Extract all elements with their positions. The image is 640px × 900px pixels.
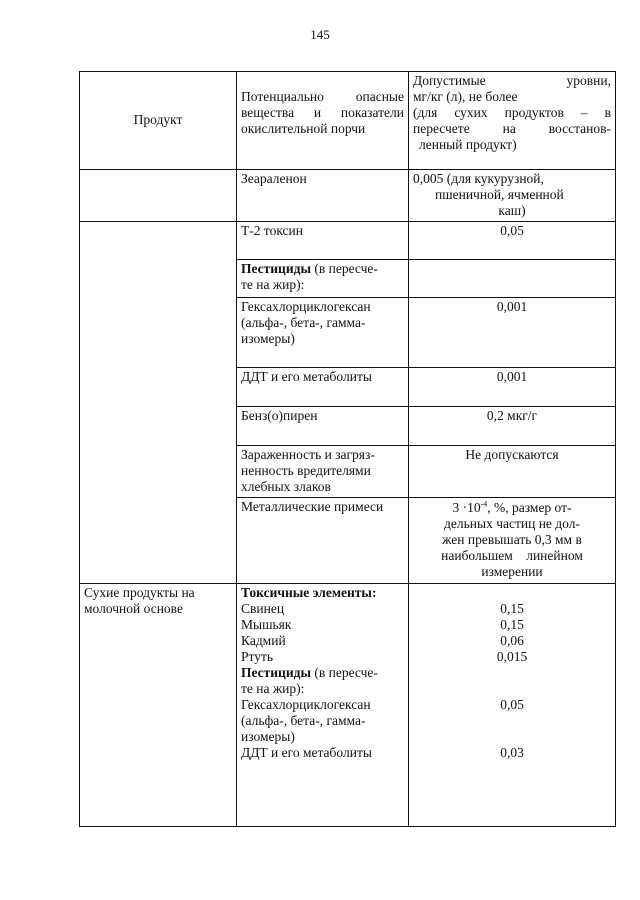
value-line: дельных частиц не дол-	[444, 516, 580, 531]
substance-cell	[237, 407, 409, 446]
value-line: Не допускаются	[465, 447, 559, 462]
product-line: молочной основе	[84, 601, 183, 616]
substance-line: Зеараленон	[241, 171, 307, 186]
substance-line: Ртуть	[241, 649, 274, 664]
substance-line: ДДТ и его метаболиты	[241, 745, 372, 760]
substance-line: те на жир):	[241, 277, 305, 292]
value-line: 0,015	[496, 649, 528, 664]
substance-line: Мышьяк	[241, 617, 292, 632]
value-line: , %, размер от-	[487, 500, 572, 515]
header-hazard-line: окислительной порчи	[241, 121, 366, 136]
product-cell	[80, 170, 237, 222]
value-line: каш)	[498, 203, 526, 218]
value-cell	[409, 298, 616, 368]
substance-line: изомеры)	[241, 331, 295, 346]
toxic-elements-heading: Токсичные элементы:	[241, 585, 377, 600]
value-line: 0,001	[496, 299, 528, 314]
value-line: 0,15	[500, 617, 524, 632]
value-cell	[409, 260, 616, 298]
value-line: 0,005 (для кукурузной,	[413, 171, 544, 186]
value-line: 3 ·10	[452, 500, 481, 515]
substance-cell	[237, 446, 409, 498]
value-cell	[409, 170, 616, 222]
substance-line: (альфа-, бета-, гамма-	[241, 713, 366, 728]
substance-line: Т-2 токсин	[241, 223, 304, 238]
value-line: 0,05	[500, 223, 524, 238]
substance-cell	[237, 498, 409, 584]
substance-line: изомеры)	[241, 729, 295, 744]
product-cell	[80, 584, 237, 827]
header-levels-line: пересчете на восстанов-	[413, 121, 611, 136]
pesticides-heading: Пестициды	[241, 261, 311, 276]
substance-cell	[237, 260, 409, 298]
header-hazard	[237, 72, 409, 170]
value-cell	[409, 222, 616, 260]
substance-cell	[237, 170, 409, 222]
value-line: жен превышать 0,3 мм в	[442, 532, 582, 547]
table-row	[80, 222, 616, 260]
substance-line: Кадмий	[241, 633, 286, 648]
value-line: наибольшем линейном	[441, 548, 583, 563]
substance-line: (в пересче-	[311, 261, 378, 276]
header-hazard-line: вещества и показатели	[241, 105, 404, 120]
substance-cell	[237, 222, 409, 260]
substance-line: ДДТ и его метаболиты	[241, 369, 372, 384]
pesticides-heading: Пестициды	[241, 665, 311, 680]
value-line: измерении	[481, 564, 543, 579]
value-cell	[409, 446, 616, 498]
value-line: 0,001	[496, 369, 528, 384]
substance-line: Металлические примеси	[241, 499, 384, 514]
value-line: 0,2 мкг/г	[486, 408, 538, 423]
substance-line: Бенз(о)пирен	[241, 408, 318, 423]
header-hazard-line: Потенциально опасные	[241, 89, 404, 104]
value-cell	[409, 498, 616, 584]
substance-line: хлебных злаков	[241, 479, 331, 494]
value-cell	[409, 584, 616, 827]
table-header-row	[80, 72, 616, 170]
substance-cell	[237, 368, 409, 407]
value-line: 0,15	[500, 601, 524, 616]
product-line: Сухие продукты на	[84, 585, 195, 600]
value-line: 0,03	[500, 745, 524, 760]
value-cell	[409, 407, 616, 446]
substance-cell	[237, 584, 409, 827]
header-product-label: Продукт	[133, 112, 183, 127]
substance-line: те на жир):	[241, 681, 305, 696]
header-levels-line: (для сухих продуктов – в	[413, 105, 611, 120]
header-levels-line: ленный продукт)	[419, 137, 517, 152]
product-cell	[80, 222, 237, 584]
substance-line: ненность вредителями	[241, 463, 371, 478]
value-cell	[409, 368, 616, 407]
limits-table	[79, 71, 616, 827]
value-line: пшеничной, ячменной	[435, 187, 564, 202]
header-levels	[409, 72, 616, 170]
table-row	[80, 170, 616, 222]
substance-line: Гексахлорциклогексан	[241, 299, 371, 314]
value-line: 0,06	[500, 633, 524, 648]
page-number: 145	[310, 27, 330, 42]
substance-line: Гексахлорциклогексан	[241, 697, 371, 712]
substance-line: (альфа-, бета-, гамма-	[241, 315, 366, 330]
table-row-dry-dairy	[80, 584, 616, 827]
value-line: 0,05	[500, 697, 524, 712]
substance-line: Свинец	[241, 601, 285, 616]
exponent: -4	[480, 499, 488, 509]
substance-line: Зараженность и загряз-	[241, 447, 375, 462]
substance-line: (в пересче-	[311, 665, 378, 680]
header-levels-line: Допустимые уровни,	[413, 73, 611, 88]
header-product	[80, 72, 237, 170]
header-levels-line: мг/кг (л), не более	[413, 89, 518, 104]
substance-cell	[237, 298, 409, 368]
